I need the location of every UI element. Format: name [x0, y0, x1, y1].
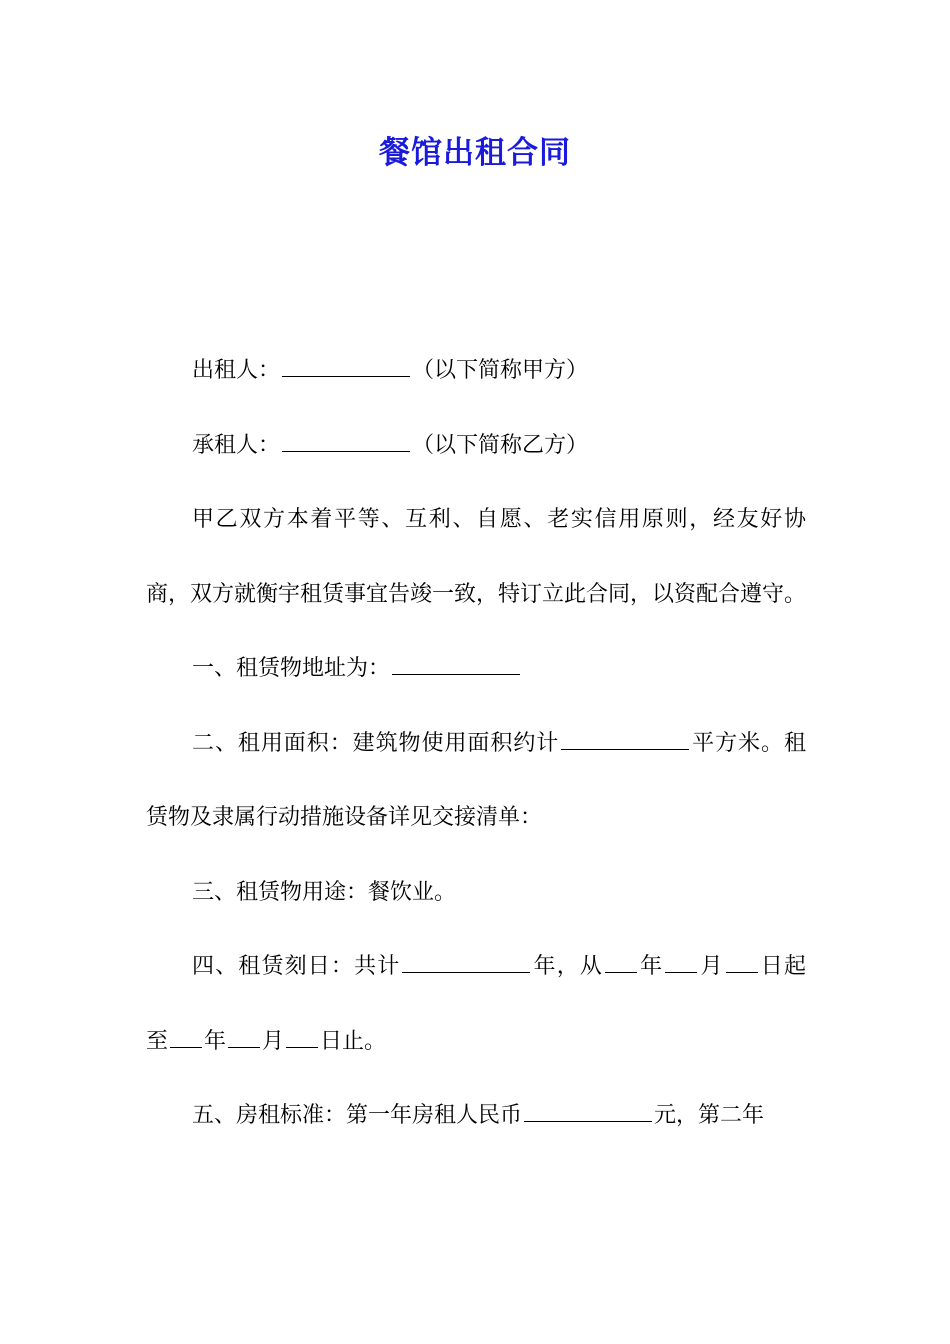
clause-term [146, 930, 806, 1079]
end-year-label: 年 [204, 1028, 227, 1054]
address-blank [392, 652, 520, 675]
lessee-blank [282, 429, 410, 452]
document-title: 餐馆出租合同 [379, 135, 571, 171]
lessee-suffix: （以下简称乙方） [412, 432, 589, 458]
lessor-label: 出租人： [192, 358, 281, 383]
clause-usage: 三、租赁物用途：餐饮业。 [192, 879, 457, 905]
preamble-paragraph: 甲乙双方本着平等、互利、自愿、老实信用原则，经友好协商，双方就衡宇租赁事宜告竣一致，特订立此合同，以资配合遵守。 [146, 507, 807, 607]
end-day-blank [286, 1025, 318, 1048]
lessor-line [146, 334, 806, 409]
clause-area-part1: 二、租用面积：建筑物使用面积约计 [192, 730, 560, 756]
end-day-label: 日止。 [320, 1028, 387, 1054]
clause-rent-part1: 五、房租标准：第一年房租人民币 [192, 1103, 523, 1128]
area-blank [561, 727, 689, 750]
start-day-label: 日起至 [146, 954, 806, 1054]
lessor-blank [282, 354, 410, 377]
start-month-blank [665, 950, 697, 973]
clause-address [146, 632, 806, 707]
start-month-label: 月 [699, 954, 724, 979]
lessor-suffix: （以下简称甲方） [412, 358, 589, 383]
clause-area [146, 707, 806, 856]
clause-area-part2: 平方米。租赁物及隶属行动措施设备详见交接清单： [146, 730, 806, 830]
lessee-line [146, 409, 806, 484]
clause-rent-part2: 元，第二年 [654, 1103, 765, 1128]
lessee-label: 承租人： [192, 432, 281, 458]
term-years-blank [402, 950, 530, 973]
contract-body [146, 334, 806, 1154]
end-month-blank [228, 1025, 260, 1048]
start-year-blank [605, 950, 637, 973]
rent-blank [524, 1099, 652, 1122]
clause-term-part2: 年，从 [532, 954, 604, 979]
end-month-label: 月 [262, 1028, 285, 1054]
end-year-blank [170, 1025, 202, 1048]
start-day-blank [726, 950, 758, 973]
start-year-label: 年 [639, 954, 664, 979]
clause-rent [146, 1079, 806, 1154]
clause-term-part1: 四、租赁刻日：共计 [192, 954, 401, 979]
clause-address-label: 一、租赁物地址为： [192, 656, 391, 681]
